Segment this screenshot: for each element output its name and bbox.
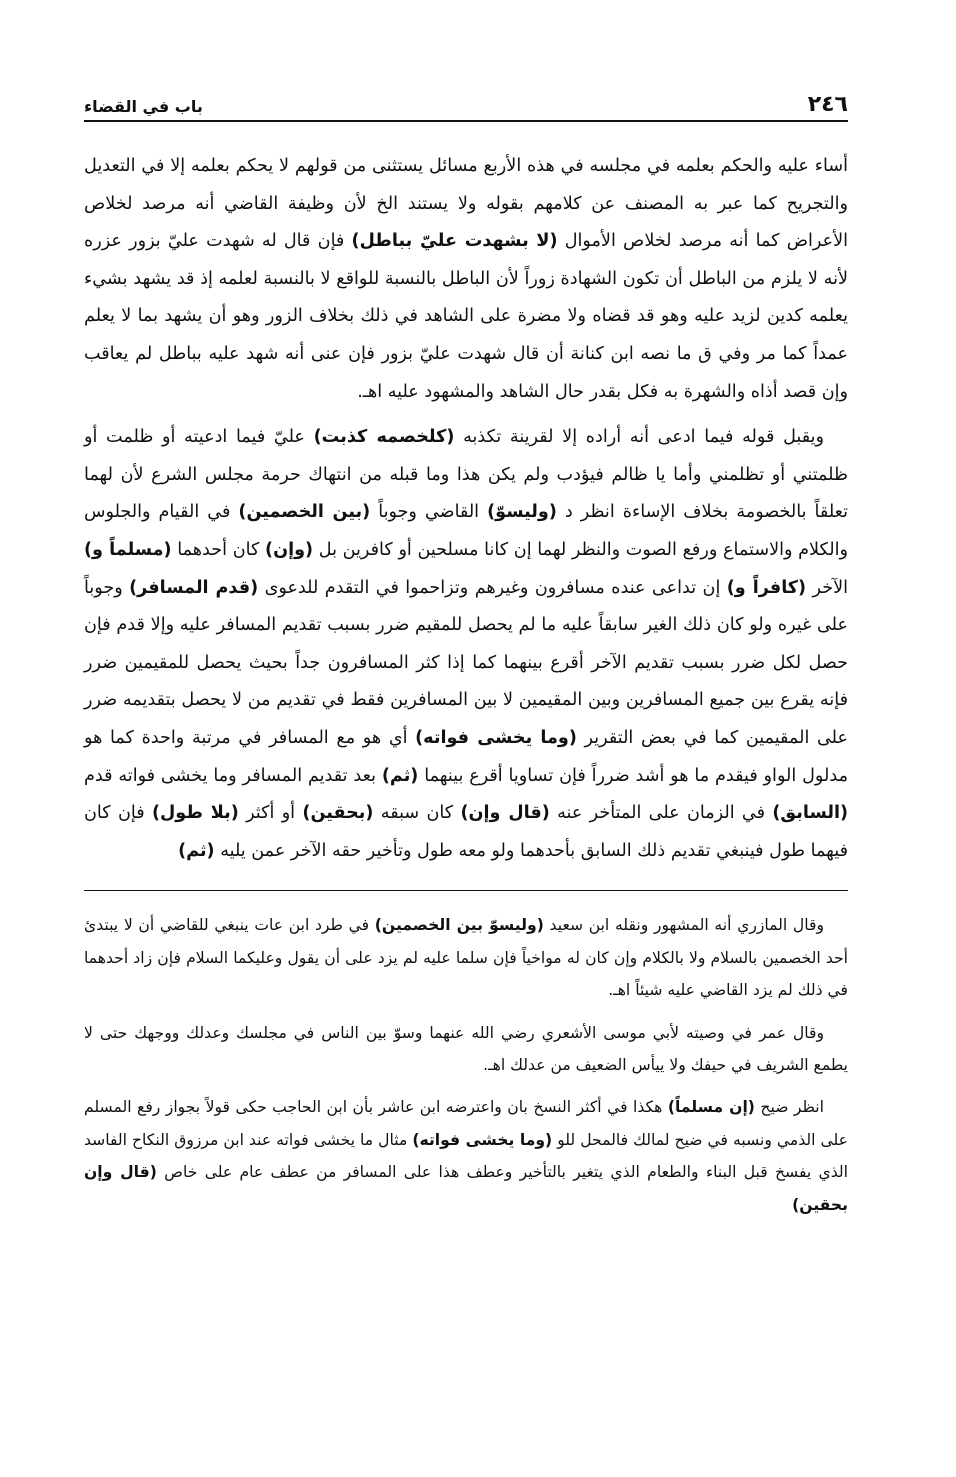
text-run: وجوباً على غيره ولو كان ذلك الغير سابقاً عليه ما لم يحصل للمقيم ضرر بسبب تقديم المسافر عليه وإلا قدم فإن حصل لكل ضرر بسبب تقديم الآخر أقرع بينهما كما إذا كثر المسافرون جداً بحيث يحصل للمقيمين ضرر فإنه يقرع بين جميع المسافرين وبين المقيمين لا بين المسافرين فقط في تقديم من لا يحصل بتقديمه ضرر على المقيمين كما في بعض التقرير <box>84 577 848 748</box>
text-run: عليّ فيما ادعيته أو ظلمت أو ظلمتني أو تظلمني وأما يا ظالم فيؤدب ولم يكن هذا وما قبله من انتهاك حرمة مجلس الشرع لأن لهما تعلقاً بالخصومة بخلاف الإساءة انظر د <box>84 427 849 523</box>
text-run: فإن كان فيهما طول فينبغي تقديم ذلك السابق بأحدهما ولو معه طول وتأخير حقه الآخر عمن يليه <box>84 803 848 861</box>
text-run: في الزمان على المتأخر عنه <box>557 803 766 824</box>
bold-term: (وما يخشى فواته) <box>415 727 577 748</box>
text-run: انظر ضيح <box>760 1098 824 1117</box>
bold-term: (كافراً و) <box>726 577 807 598</box>
bold-term: (وليسوّ بين الخصمين) <box>374 916 544 935</box>
running-header <box>84 88 848 122</box>
text-run: فإن قال له شهدت عليّ بزور عزره لأنه لا يلزم من الباطل أن تكون الشهادة زوراً لأن الباطل بالنسبة للواقع لا بالنسبة لعلمه إذ قد يشهد بشيء يعلمه كدين لزيد عليه وهو قد قضاه ولا مضرة على الشاهد في ذلك بخلاف الزور وهو أن يشهد بما لا يعلم عمداً كما مر وفي ق ما نصه ابن كنانة أن قال شهدت عليّ بزور فإن عنى أنه شهد عليه بباطل لم يعاقب وإن قصد أذاه والشهرة به فكل بقدر حال الشاهد والمشهود عليه اهـ. <box>84 231 848 402</box>
main-paragraph-1 <box>84 148 848 411</box>
bold-term: (قدم المسافر) <box>129 577 259 598</box>
text-run: وقال المازري أنه المشهور ونقله ابن سعيد <box>549 916 824 935</box>
text-run: بعد تقديم المسافر وما يخشى فواته قدم <box>84 765 377 786</box>
text-run: في القيام والجلوس والكلام والاستماع ورفع الصوت والنظر لهما إن كانا مسلحين أو كافرين بل <box>84 502 848 560</box>
bold-term: (بلا طول) <box>152 803 239 824</box>
bold-term: (السابق) <box>772 803 849 824</box>
text-run: كان أحدهما <box>177 539 260 560</box>
text-run: أو أكثر <box>246 803 296 824</box>
bold-term: (لا بشهدت عليّ بباطل) <box>351 231 558 252</box>
book-page <box>84 88 848 1221</box>
footnotes <box>84 909 848 1221</box>
bold-term: (قال وإن بحقين) <box>84 1163 848 1214</box>
section-title: باب في القضاء <box>84 97 203 116</box>
bold-term: (وما يخشى فواته) <box>412 1130 553 1149</box>
text-run: القاضي وجوباً <box>378 502 480 523</box>
bold-term: (وإن) <box>265 539 314 560</box>
text-run: إن تداعى عنده مسافرون وغيرهم وتزاحموا في التقدم للدعوى <box>264 577 721 598</box>
footnote-1 <box>84 909 848 1006</box>
footnote-separator <box>84 890 848 891</box>
footnote-3 <box>84 1091 848 1221</box>
text-run: مثال ما يخشى فواته عند ابن مرزوق النكاح الفاسد الذي يفسخ قبل البناء والطعام الذي يتغير بالتأخير وعطف هذا على المسافر من عطف عام على خاص <box>84 1130 848 1182</box>
bold-term: (ثم) <box>178 840 215 861</box>
text-run: أساء عليه والحكم بعلمه في مجلسه في هذه الأربع مسائل يستثنى من قولهم لا يحكم بعلمه إلا في التعديل والتجريح كما عبر به المصنف عن كلامهم بقوله ولا يستند الخ لأن وظيفة القاضي أنه مرصد لخلاص الأعراض كما أنه مرصد لخلاص الأموال <box>84 156 849 252</box>
main-paragraph-2 <box>84 419 848 870</box>
bold-term: (بحقين) <box>302 803 374 824</box>
bold-term: (قال وإن) <box>460 803 550 824</box>
text-run: وقال عمر في وصيته لأبي موسى الأشعري رضي الله عنهما وسوّ بين الناس في مجلسك وعدلك ووجهك حتى لا يطمع الشريف في حيفك ولا ييأس الضعيف من عدلك اهـ. <box>84 1023 848 1074</box>
footnote-2 <box>84 1017 848 1082</box>
text-run: الآخر <box>812 577 849 598</box>
bold-term: (كلخصمه كذبت) <box>313 427 455 448</box>
main-text <box>84 148 848 870</box>
bold-term: (بين الخصمين) <box>238 502 371 523</box>
bold-term: (ثم) <box>381 765 419 786</box>
bold-term: (إن مسلماً) <box>667 1098 755 1117</box>
page-number: ٢٤٦ <box>807 92 848 117</box>
bold-term: (مسلماً و) <box>84 539 172 560</box>
text-run: في طرد ابن عات ينبغي للقاضي أن لا يبتدئ أحد الخصمين بالسلام ولا بالكلام وإن كان له مواخياً فإن سلما عليه لم يزد على أن يقول وعليكما السلام فإن زاد أحدهما في ذلك لم يزد القاضي عليه شيئاً اهـ. <box>84 916 848 1000</box>
text-run: هكذا في أكثر النسخ بان واعترضه ابن عاشر بأن ابن الحاجب حكى قولاً بجواز رفع المسلم على الذمي ونسبه في ضيح لمالك فالمحل للو <box>84 1098 848 1149</box>
text-run: كان سبقه <box>380 803 454 824</box>
text-run: ويقبل قوله فيما ادعى أنه أراده إلا لقرينة تكذبه <box>463 427 825 448</box>
text-run: أي هو مع المسافر في مرتبة واحدة كما هو مدلول الواو فيقدم ما هو أشد ضرراً فإن تساويا أقرع بينهما <box>84 727 849 786</box>
bold-term: (وليسوّ) <box>487 502 557 523</box>
